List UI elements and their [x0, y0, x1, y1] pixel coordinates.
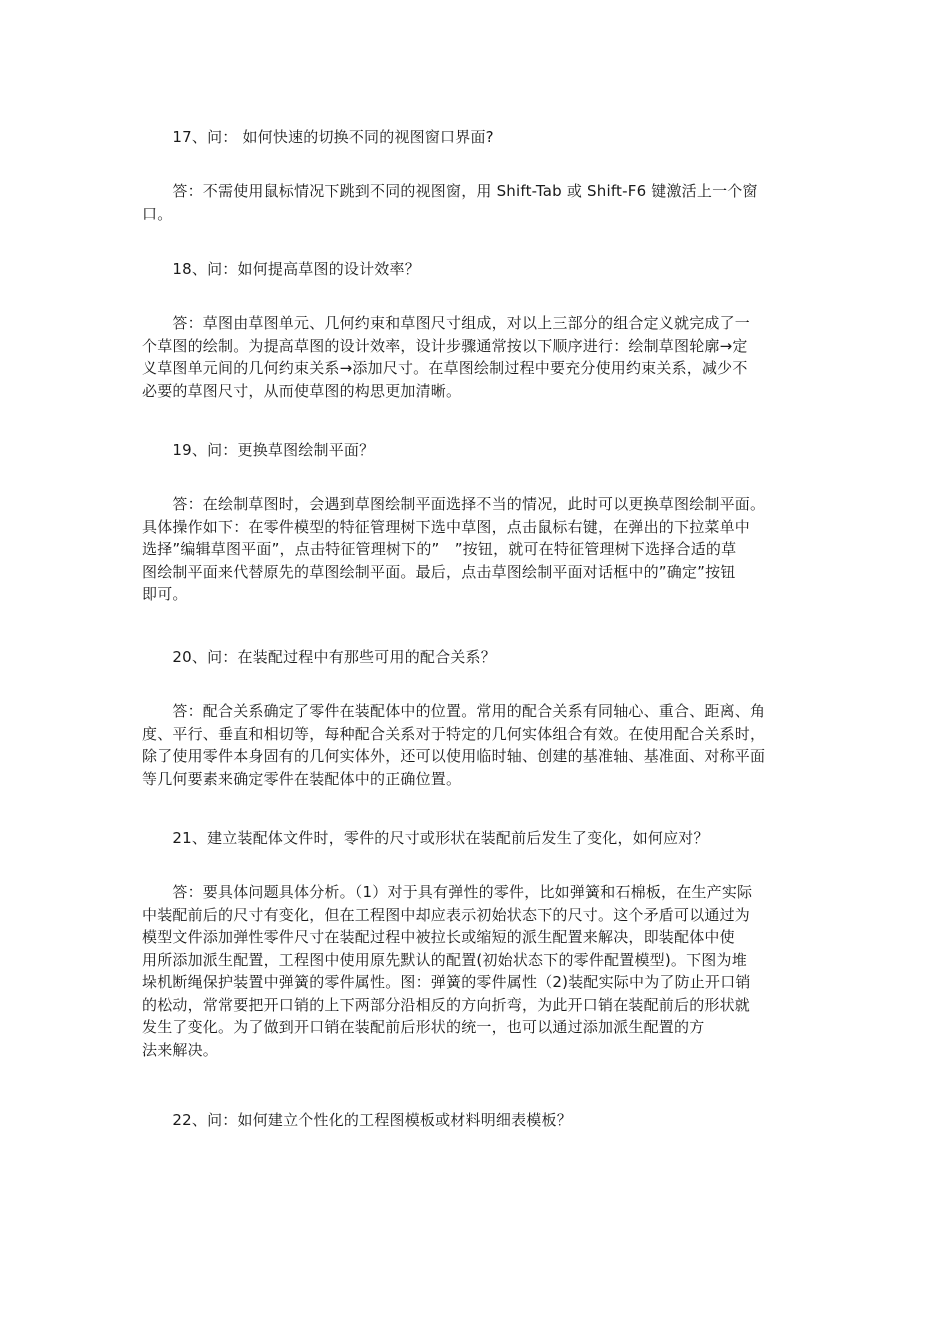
text-line: 图绘制平面来代替原先的草图绘制平面。最后，点击草图绘制平面对话框中的”确定”按钮 — [142, 562, 736, 581]
text-line: 18、问：如何提高草图的设计效率？ — [142, 260, 420, 278]
text-line: 发生了变化。为了做到开口销在装配前后形状的统一，也可以通过添加派生配置的方 — [142, 1018, 705, 1036]
question-17 — [142, 126, 814, 149]
text-line: 个草图的绘制。为提高草图的设计效率，设计步骤通常按以下顺序进行：绘制草图轮廓→定 — [142, 336, 748, 355]
text-line: 答：在绘制草图时，会遇到草图绘制平面选择不当的情况，此时可以更换草图绘制平面。 — [142, 495, 766, 513]
answer-17 — [142, 180, 814, 225]
text-line: 选择”编辑草图平面”，点击特征管理树下的” ”按钮，就可在特征管理树下选择合适的草 — [142, 540, 737, 558]
text-line: 19、问：更换草图绘制平面？ — [142, 441, 375, 459]
answer-18 — [142, 312, 814, 402]
text-line: 即可。 — [142, 585, 188, 603]
text-line: 17、问： 如何快速的切换不同的视图窗口界面? — [142, 128, 494, 146]
text-line: 21、建立装配体文件时，零件的尺寸或形状在装配前后发生了变化，如何应对？ — [142, 829, 709, 847]
answer-21 — [142, 881, 814, 1061]
text-line: 义草图单元间的几何约束关系→添加尺寸。在草图绘制过程中要充分使用约束关系，减少不 — [142, 359, 748, 377]
text-line: 具体操作如下：在零件模型的特征管理树下选中草图，点击鼠标右键，在弹出的下拉菜单中 — [142, 517, 751, 536]
text-line: 答：不需使用鼠标情况下跳到不同的视图窗，用 Shift-Tab 或 Shift-F6 键激活上一个窗 — [142, 182, 758, 200]
question-22 — [142, 1109, 814, 1132]
text-line: 垛机断绳保护装置中弹簧的零件属性。图：弹簧的零件属性（2)装配实际中为了防止开口销 — [142, 973, 751, 991]
question-18 — [142, 258, 814, 281]
text-line: 必要的草图尺寸，从而使草图的构思更加清晰。 — [142, 381, 462, 400]
text-line: 模型文件添加弹性零件尺寸在装配过程中被拉长或缩短的派生配置来解决，即装配体中使 — [142, 928, 735, 946]
text-line: 中装配前后的尺寸有变化，但在工程图中却应表示初始状态下的尺寸。这个矛盾可以通过为 — [142, 905, 751, 924]
text-line: 口。 — [142, 204, 173, 223]
answer-19 — [142, 493, 814, 606]
text-line: 等几何要素来确定零件在装配体中的正确位置。 — [142, 769, 462, 788]
text-line: 法来解决。 — [142, 1040, 219, 1059]
text-line: 用所添加派生配置，工程图中使用原先默认的配置(初始状态下的零件配置模型)。下图为堆 — [142, 950, 747, 969]
text-line: 答：要具体问题具体分析。（1）对于具有弹性的零件，比如弹簧和石棉板，在生产实际 — [142, 883, 753, 901]
question-21 — [142, 827, 814, 850]
answer-20 — [142, 700, 814, 790]
text-line: 的松动，常常要把开口销的上下两部分沿相反的方向折弯，为此开口销在装配前后的形状就 — [142, 995, 751, 1014]
question-19 — [142, 439, 814, 462]
text-line: 20、问：在装配过程中有那些可用的配合关系？ — [142, 648, 496, 666]
text-line: 除了使用零件本身固有的几何实体外，还可以使用临时轴、创建的基准轴、基准面、对称平面 — [142, 747, 766, 765]
question-20 — [142, 646, 814, 669]
text-line: 度、平行、垂直和相切等，每种配合关系对于特定的几何实体组合有效。在使用配合关系时， — [142, 724, 766, 743]
text-line: 答：草图由草图单元、几何约束和草图尺寸组成，对以上三部分的组合定义就完成了一 — [142, 314, 751, 332]
text-line: 答：配合关系确定了零件在装配体中的位置。常用的配合关系有同轴心、重合、距离、角 — [142, 702, 766, 720]
text-line: 22、问：如何建立个性化的工程图模板或材料明细表模板？ — [142, 1111, 572, 1129]
